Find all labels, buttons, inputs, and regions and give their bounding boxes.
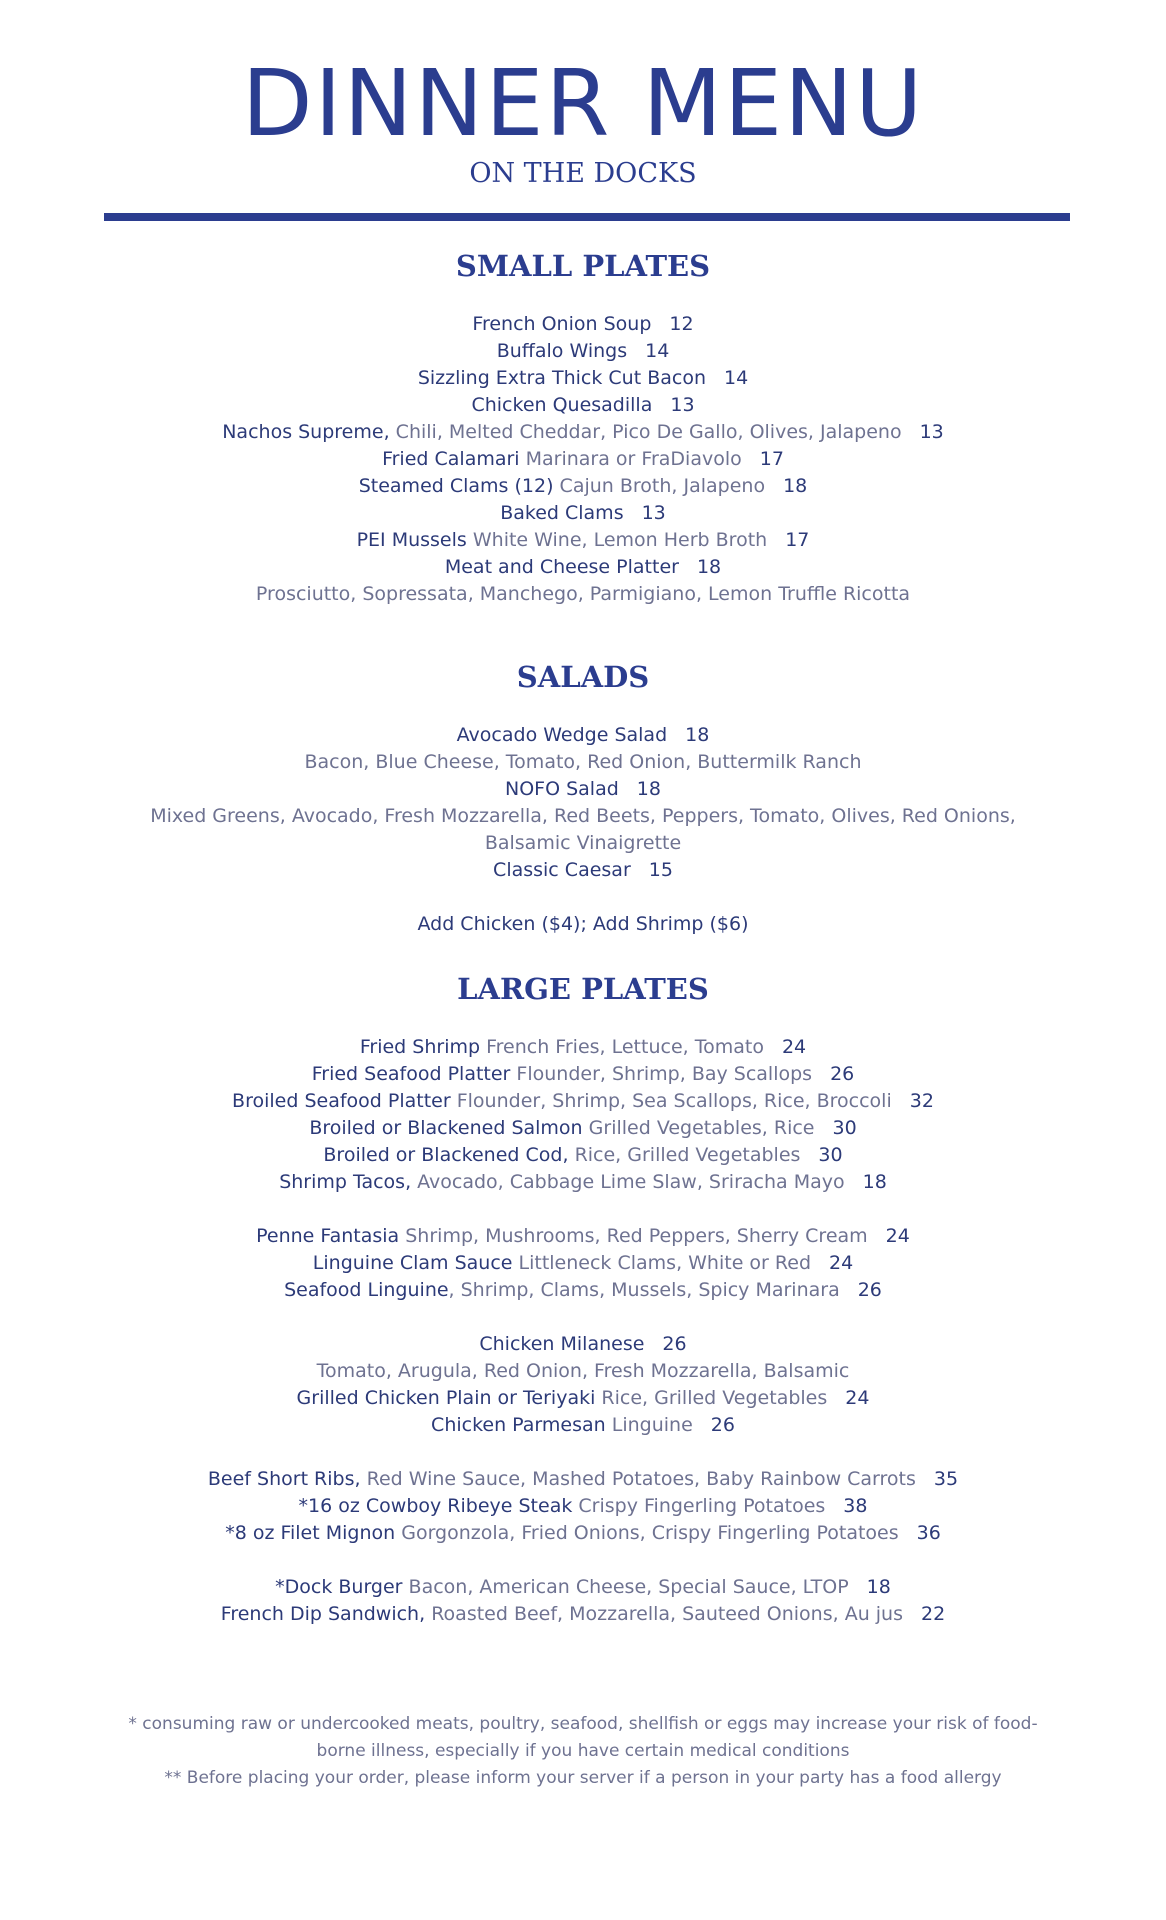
item-price: 36: [916, 1522, 941, 1544]
item-description: Balsamic Vinaigrette: [484, 832, 682, 854]
item-name: Fried Calamari: [382, 448, 520, 470]
item-price: 26: [830, 1063, 855, 1085]
item-name: Seafood Linguine: [284, 1279, 449, 1301]
menu-item: [0, 1520, 1166, 1547]
menu-item: [0, 365, 1166, 392]
item-description: Linguine: [611, 1414, 693, 1436]
item-name: Grilled Chicken Plain or Teriyaki: [296, 1387, 596, 1409]
menu-item: [0, 446, 1166, 473]
menu-item: [0, 857, 1166, 884]
menu-item: [0, 1574, 1166, 1601]
page-title: DINNER MENU: [241, 50, 925, 157]
item-name: Classic Caesar: [493, 859, 631, 881]
item-description: Littleneck Clams, White or Red: [518, 1252, 812, 1274]
item-description: Roasted Beef, Mozzarella, Sauteed Onions, Au jus: [431, 1603, 904, 1625]
item-price: 12: [669, 313, 694, 335]
header-divider: [104, 213, 1070, 221]
item-description: Flounder, Shrimp, Sea Scallops, Rice, Broccoli: [456, 1090, 892, 1112]
item-name: Chicken Parmesan: [431, 1414, 606, 1436]
item-price: 24: [885, 1225, 910, 1247]
item-description: Rice, Grilled Vegetables: [601, 1387, 828, 1409]
item-description: Flounder, Shrimp, Bay Scallops: [516, 1063, 813, 1085]
menu-item: [0, 311, 1166, 338]
item-name: Linguine Clam Sauce: [312, 1252, 513, 1274]
item-description: Bacon, Blue Cheese, Tomato, Red Onion, Buttermilk Ranch: [304, 751, 862, 773]
item-name: *16 oz Cowboy Ribeye Steak: [298, 1495, 573, 1517]
item-description: Chili, Melted Cheddar, Pico De Gallo, Olives, Jalapeno: [395, 421, 902, 443]
item-name: Broiled Seafood Platter: [232, 1090, 451, 1112]
item-name: *Dock Burger: [275, 1576, 403, 1598]
menu-item: [0, 554, 1166, 581]
menu-item: [0, 527, 1166, 554]
item-description: Prosciutto, Sopressata, Manchego, Parmigiano, Lemon Truffle Ricotta: [255, 583, 911, 605]
menu-item-description: [0, 803, 1166, 830]
item-description: White Wine, Lemon Herb Broth: [472, 529, 768, 551]
menu-item: [0, 776, 1166, 803]
menu-item: [0, 1142, 1166, 1169]
menu-item-description: [0, 749, 1166, 776]
item-price: 32: [909, 1090, 934, 1112]
menu-item: [0, 1331, 1166, 1358]
item-price: 22: [921, 1603, 946, 1625]
item-price: 24: [829, 1252, 854, 1274]
item-name: Chicken Milanese: [479, 1333, 645, 1355]
item-price: 26: [710, 1414, 735, 1436]
item-name: Nachos Supreme,: [222, 421, 390, 443]
menu-item: [0, 500, 1166, 527]
item-description: Crispy Fingerling Potatoes: [578, 1495, 826, 1517]
item-description: Red Wine Sauce, Mashed Potatoes, Baby Rainbow Carrots: [366, 1468, 916, 1490]
item-name: Sizzling Extra Thick Cut Bacon: [417, 367, 706, 389]
menu-item: [0, 1169, 1166, 1196]
item-price: 17: [785, 529, 810, 551]
item-name: Beef Short Ribs,: [207, 1468, 361, 1490]
item-description: French Fries, Lettuce, Tomato: [486, 1036, 764, 1058]
addons-text: Add Chicken ($4); Add Shrimp ($6): [417, 913, 749, 935]
menu-item: [0, 338, 1166, 365]
item-price: 30: [818, 1144, 843, 1166]
item-description: Tomato, Arugula, Red Onion, Fresh Mozzarella, Balsamic: [316, 1360, 850, 1382]
item-name: Fried Seafood Platter: [311, 1063, 511, 1085]
menu-item: [0, 392, 1166, 419]
item-description: Mixed Greens, Avocado, Fresh Mozzarella, Red Beets, Peppers, Tomato, Olives, Red Onions,: [150, 805, 1016, 827]
footer-disclaimer-line2: borne illness, especially if you have certain medical conditions: [316, 1741, 850, 1761]
menu-item: [0, 1277, 1166, 1304]
item-name: *8 oz Filet Mignon: [225, 1522, 396, 1544]
menu-item: [0, 1223, 1166, 1250]
item-price: 14: [645, 340, 670, 362]
menu-item: [0, 722, 1166, 749]
item-description: Shrimp, Mushrooms, Red Peppers, Sherry Cream: [405, 1225, 868, 1247]
menu-item: [0, 1034, 1166, 1061]
item-name: Broiled or Blackened Cod,: [323, 1144, 569, 1166]
item-name: Penne Fantasia: [256, 1225, 400, 1247]
item-description: Marinara or FraDiavolo: [525, 448, 742, 470]
menu-item: [0, 473, 1166, 500]
item-price: 38: [843, 1495, 868, 1517]
item-price: 26: [662, 1333, 687, 1355]
item-price: 13: [641, 502, 666, 524]
item-description: Bacon, American Cheese, Special Sauce, LTOP: [408, 1576, 849, 1598]
menu-item-description: [0, 1358, 1166, 1385]
item-price: 30: [832, 1117, 857, 1139]
menu-item: [0, 1250, 1166, 1277]
item-price: 35: [933, 1468, 959, 1490]
section-title-salads: SALADS: [516, 660, 650, 694]
item-name: Steamed Clams (12): [358, 475, 554, 497]
page-subtitle: ON THE DOCKS: [469, 158, 697, 189]
item-description: Cajun Broth, Jalapeno: [559, 475, 766, 497]
item-name: Buffalo Wings: [496, 340, 628, 362]
footer-allergy-note: ** Before placing your order, please inform your server if a person in your party has a food allergy: [164, 1768, 1002, 1788]
item-name: Broiled or Blackened Salmon: [309, 1117, 583, 1139]
menu-item: [0, 1601, 1166, 1628]
menu-item: [0, 1466, 1166, 1493]
menu-item: [0, 1088, 1166, 1115]
item-price: 18: [696, 556, 722, 578]
item-description: Grilled Vegetables, Rice: [588, 1117, 815, 1139]
item-name: Meat and Cheese Platter: [444, 556, 679, 578]
item-price: 15: [648, 859, 673, 881]
item-price: 13: [670, 394, 695, 416]
item-price: 24: [845, 1387, 870, 1409]
item-price: 13: [919, 421, 944, 443]
menu-item: [0, 1385, 1166, 1412]
item-price: 18: [685, 724, 710, 746]
menu-item: [0, 419, 1166, 446]
item-price: 14: [724, 367, 749, 389]
item-description: Avocado, Cabbage Lime Slaw, Sriracha Mayo: [417, 1171, 845, 1193]
menu-item: [0, 1115, 1166, 1142]
item-name: Baked Clams: [500, 502, 624, 524]
item-description: Rice, Grilled Vegetables: [574, 1144, 801, 1166]
menu-item: [0, 1493, 1166, 1520]
footer-disclaimer-line1: * consuming raw or undercooked meats, poultry, seafood, shellfish or eggs may increase your risk of food-: [128, 1714, 1038, 1734]
item-price: 18: [783, 475, 808, 497]
item-price: 26: [857, 1279, 882, 1301]
item-name: French Onion Soup: [472, 313, 652, 335]
item-price: 17: [759, 448, 784, 470]
item-price: 18: [636, 778, 661, 800]
menu-item-description: [0, 830, 1166, 857]
item-name: PEI Mussels: [356, 529, 467, 551]
item-name: NOFO Salad: [505, 778, 619, 800]
menu-item: [0, 1412, 1166, 1439]
item-description: , Shrimp, Clams, Mussels, Spicy Marinara: [448, 1279, 840, 1301]
item-name: French Dip Sandwich,: [220, 1603, 426, 1625]
section-title-large-plates: LARGE PLATES: [457, 972, 709, 1006]
section-title-small-plates: SMALL PLATES: [455, 249, 711, 283]
salad-addons: [0, 911, 1166, 938]
menu-item: [0, 1061, 1166, 1088]
item-description: Gorgonzola, Fried Onions, Crispy Fingerling Potatoes: [401, 1522, 899, 1544]
item-name: Avocado Wedge Salad: [456, 724, 668, 746]
item-price: 18: [866, 1576, 891, 1598]
item-price: 18: [862, 1171, 887, 1193]
item-name: Chicken Quesadilla: [471, 394, 653, 416]
item-name: Fried Shrimp: [359, 1036, 481, 1058]
item-name: Shrimp Tacos,: [279, 1171, 412, 1193]
item-price: 24: [781, 1036, 807, 1058]
menu-item-description: [0, 581, 1166, 608]
